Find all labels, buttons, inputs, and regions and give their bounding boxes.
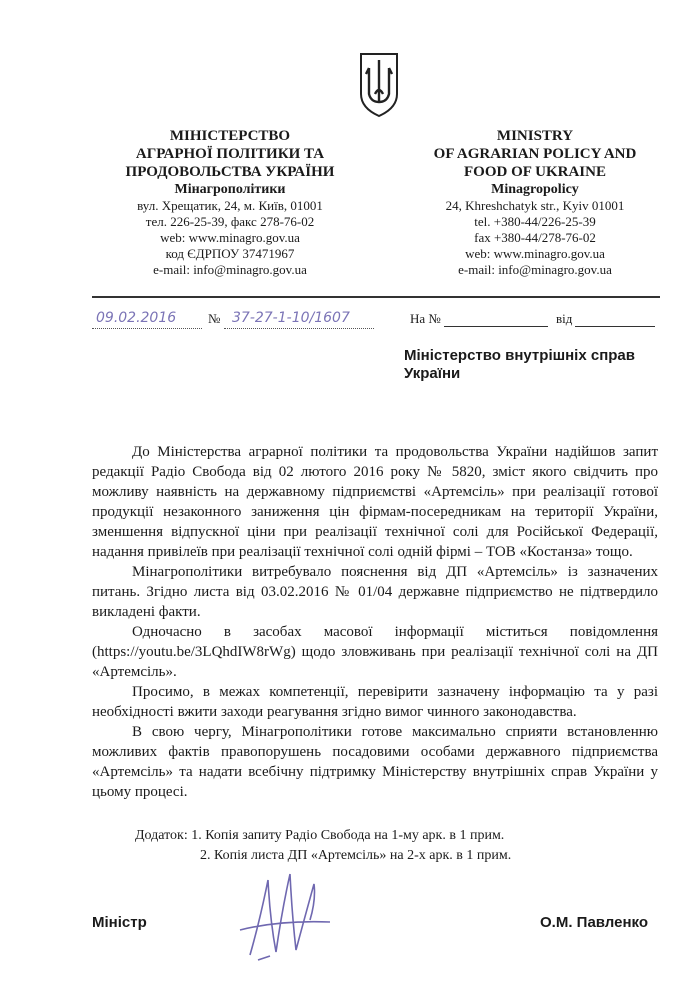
org-name-line: ПРОДОВОЛЬСТВА УКРАЇНИ xyxy=(125,164,335,180)
date-underline xyxy=(92,328,202,329)
signatory-position: Міністр xyxy=(92,914,147,931)
handwritten-signature xyxy=(230,860,340,970)
org-name-line: АГРАРНОЇ ПОЛІТИКИ ТА xyxy=(135,146,325,162)
body-paragraph: Мінагрополітики витребувало пояснення від ДП «Артемсіль» із зазначених питань. Згідно листа від 03.02.2016 № 01/04 державне підприємство не підтвердило викладені факти. xyxy=(92,564,658,620)
fax: fax +380-44/278-76-02 xyxy=(474,230,596,245)
address: вул. Хрещатик, 24, м. Київ, 01001 xyxy=(137,198,323,213)
body-paragraph: В свою чергу, Мінагрополітики готове максимально сприяти встановленню можливих фактів правопорушень посадовими особами державного підприємства «Артемсіль» та надати всебічну підтримку Міністерству внутрішніх справ України у цьому процесі. xyxy=(92,724,658,800)
letter-body xyxy=(92,442,658,802)
org-short-name: Minagropolicy xyxy=(491,182,579,197)
handwritten-number: 37-27-1-10/1607 xyxy=(232,310,350,326)
reference-number-line xyxy=(444,326,548,327)
org-name-line: MINISTRY xyxy=(496,128,574,144)
address: 24, Khreshchatyk str., Kyiv 01001 xyxy=(445,198,625,213)
number-label: № xyxy=(208,311,221,326)
attachment-line: 2. Копія листа ДП «Артемсіль» на 2-х арк. в 1 прим. xyxy=(200,848,512,863)
handwritten-date: 09.02.2016 xyxy=(96,310,177,326)
addressee-line: Міністерство внутрішніх справ xyxy=(404,347,635,364)
email: e-mail: info@minagro.gov.ua xyxy=(458,262,612,277)
attachment-line: Додаток: 1. Копія запиту Радіо Свобода на 1-му арк. в 1 прим. xyxy=(135,828,505,843)
header-divider xyxy=(92,296,660,298)
org-name-line: МІНІСТЕРСТВО xyxy=(169,128,291,144)
body-paragraph: До Міністерства аграрної політики та продовольства України надійшов запит редакції Радіо Свобода від 02 лютого 2016 року № 5820, зміст якого свідчить про можливу наявність на державному підприємстві «Артемсіль» при реалізації готової продукції незаконного заниження цін фірмам-посередникам на території України, зменшення відпускної ціни при реалізації технічної солі для Російської Федерації, надання привілеїв при реалізації технічної солі одній фірмі – ТОВ «Костанза» тощо. xyxy=(92,444,658,560)
header-right-en xyxy=(405,127,665,278)
phone-fax: тел. 226-25-39, факс 278-76-02 xyxy=(145,214,315,229)
phone: tel. +380-44/226-25-39 xyxy=(474,214,596,229)
body-paragraph: Просимо, в межах компетенції, перевірити зазначену інформацію та у разі необхідності вжити заходи реагування згідно вимог чинного законодавства. xyxy=(92,684,658,720)
email: e-mail: info@minagro.gov.ua xyxy=(153,262,307,277)
org-name-line: OF AGRARIAN POLICY AND xyxy=(433,146,637,162)
web-address: web: www.minagro.gov.ua xyxy=(465,246,605,261)
header-left-ua xyxy=(80,127,380,278)
addressee xyxy=(404,347,664,383)
signatory-name: О.М. Павленко xyxy=(540,914,649,931)
reference-date-line xyxy=(575,326,655,327)
reference-number-label: На № xyxy=(410,311,441,326)
trident-emblem-icon xyxy=(357,50,401,118)
body-paragraph: Одночасно в засобах масової інформації міститься повідомлення (https://youtu.be/3LQhdIW8rWg) щодо зловживань при реалізації технічної солі на ДП «Артемсіль». xyxy=(92,624,658,680)
addressee-line: України xyxy=(404,365,461,382)
org-short-name: Мінагрополітики xyxy=(174,182,286,197)
edrpou-code: код ЄДРПОУ 37471967 xyxy=(165,246,295,261)
org-name-line: FOOD OF UKRAINE xyxy=(464,164,606,180)
web-address: web: www.minagro.gov.ua xyxy=(160,230,300,245)
reference-date-label: від xyxy=(556,311,573,326)
number-underline xyxy=(224,328,374,329)
